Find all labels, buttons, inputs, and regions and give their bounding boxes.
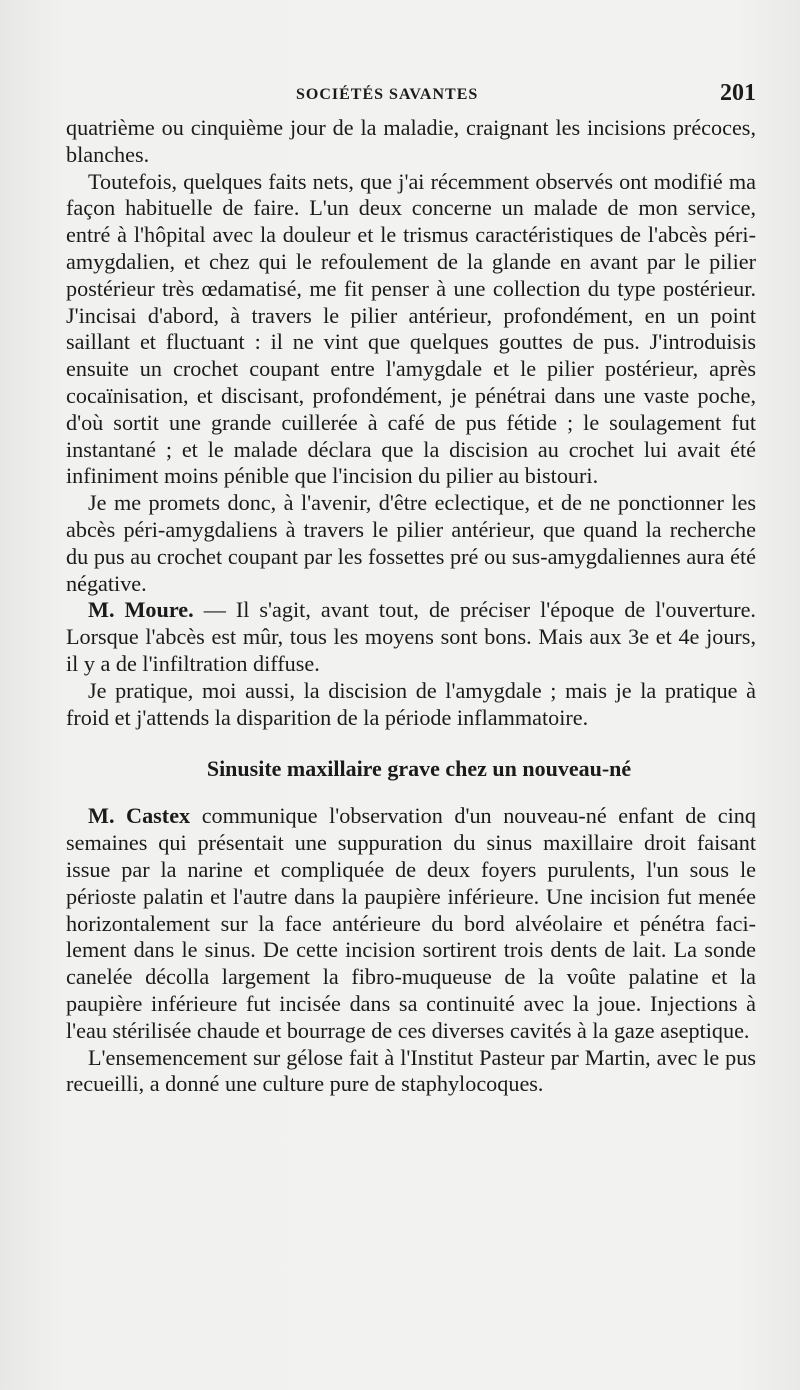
paragraph-culture-result: L'ensemencement sur gélose fait à l'Institut Pasteur par Martin, avec le pus recueilli, a donné une culture pure de staphylocoques. (66, 1044, 756, 1097)
paragraph-continuation: quatrième ou cinquième jour de la maladie, craignant les incisions précoces, blanches. (66, 115, 756, 167)
moure-comment-text: — Il s'agit, avant tout, de préciser l'époque de l'ouverture. Lorsque l'abcès est mûr, tous les moyens sont bons. Mais aux 3e et 4e jours, il y a de l'infiltration diffuse. (66, 597, 756, 676)
paragraph-castex-observation (66, 803, 756, 1044)
section-title-text: Sinusite maxillaire grave chez un nouveau-né (206, 756, 632, 782)
running-title: SOCIÉTÉS SAVANTES (296, 86, 479, 103)
speaker-moure: M. Moure. (88, 597, 194, 623)
castex-observation-text: communique l'observation d'un nouveau-né enfant de cinq semaines qui présentait une suppuration du sinus maxillaire droit faisant issue par la narine et compliquée de deux foyers purulents, l'un sous le périoste palatin et l'autre dans la paupière inférieure. Une incision fut menée horizontalement sur la face antérieure du bord alvéolaire et pénétra facilement dans le sinus. De cette incision sortirent trois dents de lait. La sonde canelée décolla largement la fibro-muqueuse de la voûte palatine et la paupière inférieure fut incisée dans sa continuité avec la joue. Injections à l'eau stérilisée chaude et bourrage de ces diverses cavités à la gaze aseptique. (66, 803, 756, 1043)
paragraph-moure-comment (66, 597, 756, 677)
speaker-castex: M. Castex (88, 803, 191, 829)
page-number: 201 (720, 80, 756, 106)
paragraph-conclusion: Je me promets donc, à l'avenir, d'être eclectique, et de ne ponctionner les abcès péri-amygdaliens à travers le pilier antérieur, que quand la recherche du pus au crochet coupant par les fossettes pré ou sus-amygdaliennes aura été négative. (66, 490, 756, 596)
paragraph-observed-cases: Toutefois, quelques faits nets, que j'ai récemment observés ont modifié ma façon habituelle de faire. L'un deux concerne un malade de mon service, entré à l'hôpital avec la douleur et le trismus caractéristiques de l'abcès péri-amygdalien, et chez qui le refoulement de la glande en avant par le pilier postérieur très œdamatisé, me fit penser à une collection du type postérieur. J'incisai d'abord, à travers le pilier antérieur, profondément, en un point saillant et fluctuant : il ne vint que quelques gouttes de pus. J'introduisis ensuite un crochet coupant entre l'amygdale et le pilier postérieur, après cocaïnisation, et discisant, profondément, je pénétrai dans une vaste poche, d'où sortit une grande cuillerée à café de pus fétide ; le soulagement fut instantané ; et le malade déclara que la discision au crochet lui avait été infiniment moins pénible que l'incision du pilier au bistouri. (66, 168, 756, 489)
article-body (66, 115, 756, 1098)
page-content (66, 73, 756, 1098)
paragraph-cold-practice: Je pratique, moi aussi, la discision de l'amygdale ; mais je la pratique à froid et j'attends la disparition de la période inflammatoire. (66, 677, 756, 730)
running-header (66, 73, 756, 115)
section-title (66, 755, 756, 783)
